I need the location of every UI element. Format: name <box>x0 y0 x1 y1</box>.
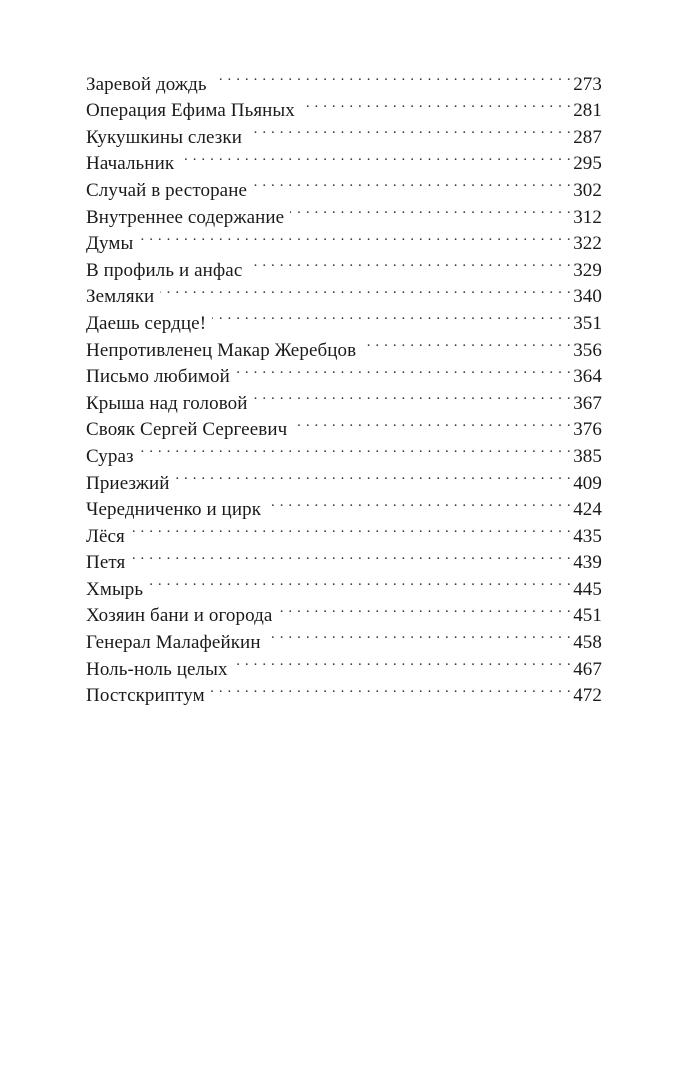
toc-leader-dots <box>160 276 571 303</box>
toc-entry-page: 409 <box>573 472 602 494</box>
toc-entry <box>86 63 602 95</box>
toc-entry-page: 439 <box>573 552 602 574</box>
toc-leader-dots <box>254 382 572 409</box>
toc-entry <box>86 462 602 494</box>
table-of-contents <box>86 63 602 707</box>
toc-leader-dots <box>212 302 571 329</box>
toc-entry-page: 340 <box>573 286 602 308</box>
toc-entry-title: Думы <box>86 233 134 255</box>
toc-entry-page: 302 <box>573 179 602 201</box>
toc-entry <box>86 302 602 334</box>
toc-entry-page: 312 <box>573 206 602 228</box>
toc-entry-title: Крыша над головой <box>86 392 248 414</box>
toc-entry-page: 273 <box>573 73 602 95</box>
toc-leader-dots <box>301 90 571 117</box>
toc-leader-dots <box>149 568 571 595</box>
toc-entry-page: 329 <box>573 259 602 281</box>
toc-entry-page: 287 <box>573 126 602 148</box>
toc-leader-dots <box>253 169 571 196</box>
toc-entry-title: Операция Ефима Пьяных <box>86 100 295 122</box>
toc-entry-title: Свояк Сергей Сергеевич <box>86 419 288 441</box>
toc-leader-dots <box>362 329 571 356</box>
toc-entry-title: Чередниченко и цирк <box>86 499 262 521</box>
toc-entry-title: Случай в ресторане <box>86 179 248 201</box>
toc-leader-dots <box>131 542 571 569</box>
toc-entry-page: 364 <box>573 366 602 388</box>
toc-entry-page: 424 <box>573 499 602 521</box>
toc-entry <box>86 223 602 255</box>
toc-entry-page: 351 <box>573 312 602 334</box>
toc-entry-page: 451 <box>573 605 602 627</box>
toc-entry-title: В профиль и анфас <box>86 259 243 281</box>
toc-leader-dots <box>180 143 571 170</box>
toc-entry-title: Письмо любимой <box>86 366 230 388</box>
toc-leader-dots <box>267 489 571 516</box>
toc-entry-page: 467 <box>573 658 602 680</box>
toc-entry <box>86 542 602 574</box>
toc-entry <box>86 249 602 281</box>
toc-entry-title: Постскриптум <box>86 685 205 707</box>
toc-leader-dots <box>267 621 572 648</box>
toc-leader-dots <box>175 462 571 489</box>
toc-entry-title: Даешь сердце! <box>86 312 207 334</box>
toc-entry-page: 435 <box>573 525 602 547</box>
toc-entry-title: Кукушкины слезки <box>86 126 243 148</box>
toc-entry-page: 445 <box>573 578 602 600</box>
toc-entry <box>86 595 602 627</box>
toc-leader-dots <box>248 249 571 276</box>
toc-entry-page: 356 <box>573 339 602 361</box>
toc-leader-dots <box>211 675 571 702</box>
toc-entry-title: Лёся <box>86 525 125 547</box>
toc-entry-page: 376 <box>573 419 602 441</box>
toc-leader-dots <box>293 409 571 436</box>
toc-leader-dots <box>213 63 572 90</box>
toc-leader-dots <box>234 648 572 675</box>
toc-entry <box>86 276 602 308</box>
toc-entry-page: 472 <box>573 685 602 707</box>
toc-entry-title: Заревой дождь <box>86 73 207 95</box>
toc-entry-title: Земляки <box>86 286 155 308</box>
toc-leader-dots <box>278 595 571 622</box>
toc-entry <box>86 515 602 547</box>
toc-entry-title: Хозяин бани и огорода <box>86 605 273 627</box>
toc-leader-dots <box>236 356 571 383</box>
toc-leader-dots <box>290 196 571 223</box>
toc-leader-dots <box>139 223 571 250</box>
toc-entry <box>86 568 602 600</box>
toc-entry-page: 281 <box>573 100 602 122</box>
toc-entry-title: Непротивленец Макар Жеребцов <box>86 339 357 361</box>
toc-leader-dots <box>140 435 572 462</box>
toc-entry <box>86 435 602 467</box>
toc-entry-page: 385 <box>573 445 602 467</box>
toc-entry-page: 322 <box>573 233 602 255</box>
toc-entry-title: Начальник <box>86 153 175 175</box>
toc-entry-title: Петя <box>86 552 126 574</box>
toc-leader-dots <box>248 116 571 143</box>
toc-entry-title: Внутреннее содержание <box>86 206 285 228</box>
toc-entry-title: Приезжий <box>86 472 170 494</box>
toc-entry-page: 367 <box>573 392 602 414</box>
toc-leader-dots <box>131 515 571 542</box>
toc-entry-page: 295 <box>573 153 602 175</box>
toc-entry-title: Хмырь <box>86 578 144 600</box>
toc-entry-page: 458 <box>573 632 602 654</box>
toc-entry-title: Сураз <box>86 445 134 467</box>
toc-entry-title: Генерал Малафейкин <box>86 632 261 654</box>
toc-entry-title: Ноль-ноль целых <box>86 658 228 680</box>
